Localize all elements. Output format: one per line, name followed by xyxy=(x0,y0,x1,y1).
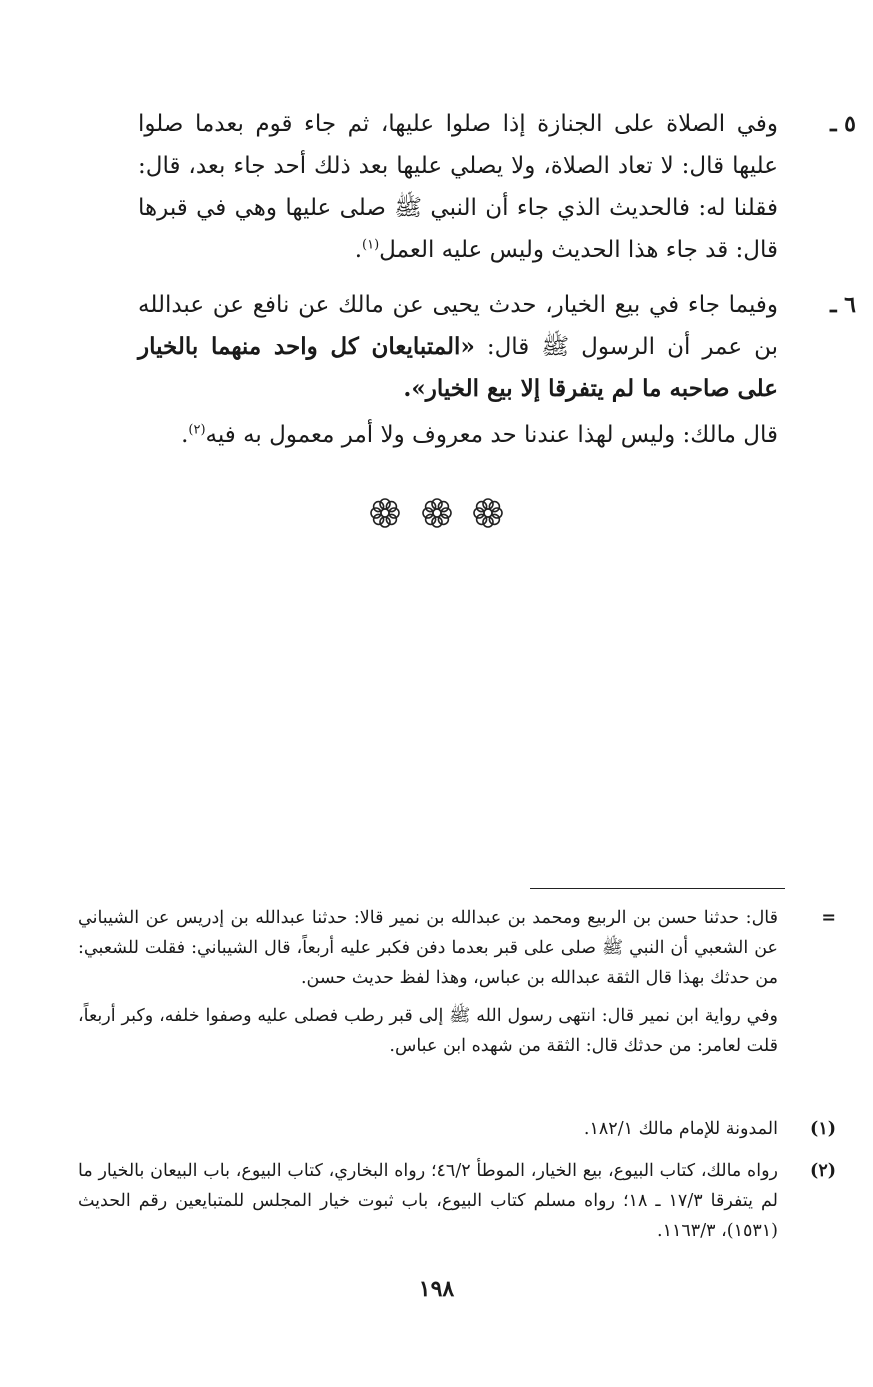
item-text: وفي الصلاة على الجنازة إذا صلوا عليها، ثم جاء قوم بعدما صلوا عليها قال: لا تعاد الصلاة، ولا يصلي عليها بعد ذلك أحد جاء بعد، قال: فقلنا له: فالحديث الذي جاء أن النبي ﷺ صلى عليها وهي في قبرها قال: قد جاء هذا الحديث وليس عليه العمل xyxy=(138,111,778,263)
rosette-icon xyxy=(420,496,454,534)
footnote-number: (١) xyxy=(810,1119,836,1139)
footnote-continuation xyxy=(78,903,836,1061)
page-number: ١٩٨ xyxy=(418,1276,455,1302)
continuation-mark: = xyxy=(821,908,836,928)
malik-comment: قال مالك: وليس لهذا عندنا حد معروف ولا أمر معمول به فيه$^{(٢)}$. xyxy=(181,422,778,448)
footnote-number: (٢) xyxy=(810,1161,836,1181)
paragraph-text: وفي الصلاة على الجنازة إذا صلوا عليها، ثم جاء قوم بعدما صلوا عليها قال: لا تعاد الصلاة، ولا يصلي عليها بعد ذلك أحد جاء بعد، قال: فقلنا له: فالحديث الذي جاء أن النبي ﷺ صلى عليها وهي في قبرها قال: قد جاء هذا الحديث وليس عليه العمل$^{(١)}$. xyxy=(138,111,778,263)
paragraph-item-6 xyxy=(138,284,856,456)
footnote-ref[interactable]: (٢) xyxy=(188,422,206,438)
footnote-text: وفي رواية ابن نمير قال: انتهى رسول الله ﷺ إلى قبر رطب فصلى عليه وصفوا خلفه، وكبر أربعاً، قلت لعامر: من حدثك قال: الثقة من شهده ابن عباس. xyxy=(78,1006,778,1056)
paragraph-text xyxy=(138,284,778,410)
footnote-1 xyxy=(78,1114,836,1144)
section-divider-ornaments xyxy=(0,496,873,534)
rosette-icon xyxy=(471,496,505,534)
hadith-quote: «المتبايعان كل واحد منهما بالخيار على صاحبه ما لم يتفرقا إلا بيع الخيار». xyxy=(138,333,778,402)
item-text: وفيما جاء في بيع الخيار، حدث يحيى عن مالك عن نافع عن عبدالله بن عمر أن الرسول ﷺ قال: xyxy=(138,292,778,360)
footnote-text: رواه مالك، كتاب البيوع، بيع الخيار، الموطأ ٤٦/٢؛ رواه البخاري، كتاب البيوع، باب البيعان بالخيار ما لم يتفرقا ١٧/٣ ـ ١٨؛ رواه مسلم كتاب البيوع، باب ثبوت خيار المجلس للمتبايعين رقم الحديث (١٥٣١)، ١١٦٣/٣. xyxy=(78,1161,778,1241)
item-number: ٥ ـ xyxy=(830,111,856,137)
footnote-text: المدونة للإمام مالك ١٨٢/١. xyxy=(583,1119,778,1139)
paragraph-item-5 xyxy=(138,103,856,271)
item-number: ٦ ـ xyxy=(830,292,856,318)
footnote-2 xyxy=(78,1156,836,1246)
footnote-ref[interactable]: (١) xyxy=(362,237,380,253)
rosette-icon xyxy=(368,496,402,534)
footnote-separator xyxy=(530,888,785,889)
footnote-text: قال: حدثنا حسن بن الربيع ومحمد بن عبدالله بن نمير قالا: حدثنا عبدالله بن إدريس عن الشيباني عن الشعبي أن النبي ﷺ صلى على قبر بعدما دفن فكبر عليه أربعاً، قال الشيباني: فقلت للشعبي: من حدثك بهذا قال الثقة عبدالله بن عباس، وهذا لفظ حديث حسن. xyxy=(78,908,778,988)
